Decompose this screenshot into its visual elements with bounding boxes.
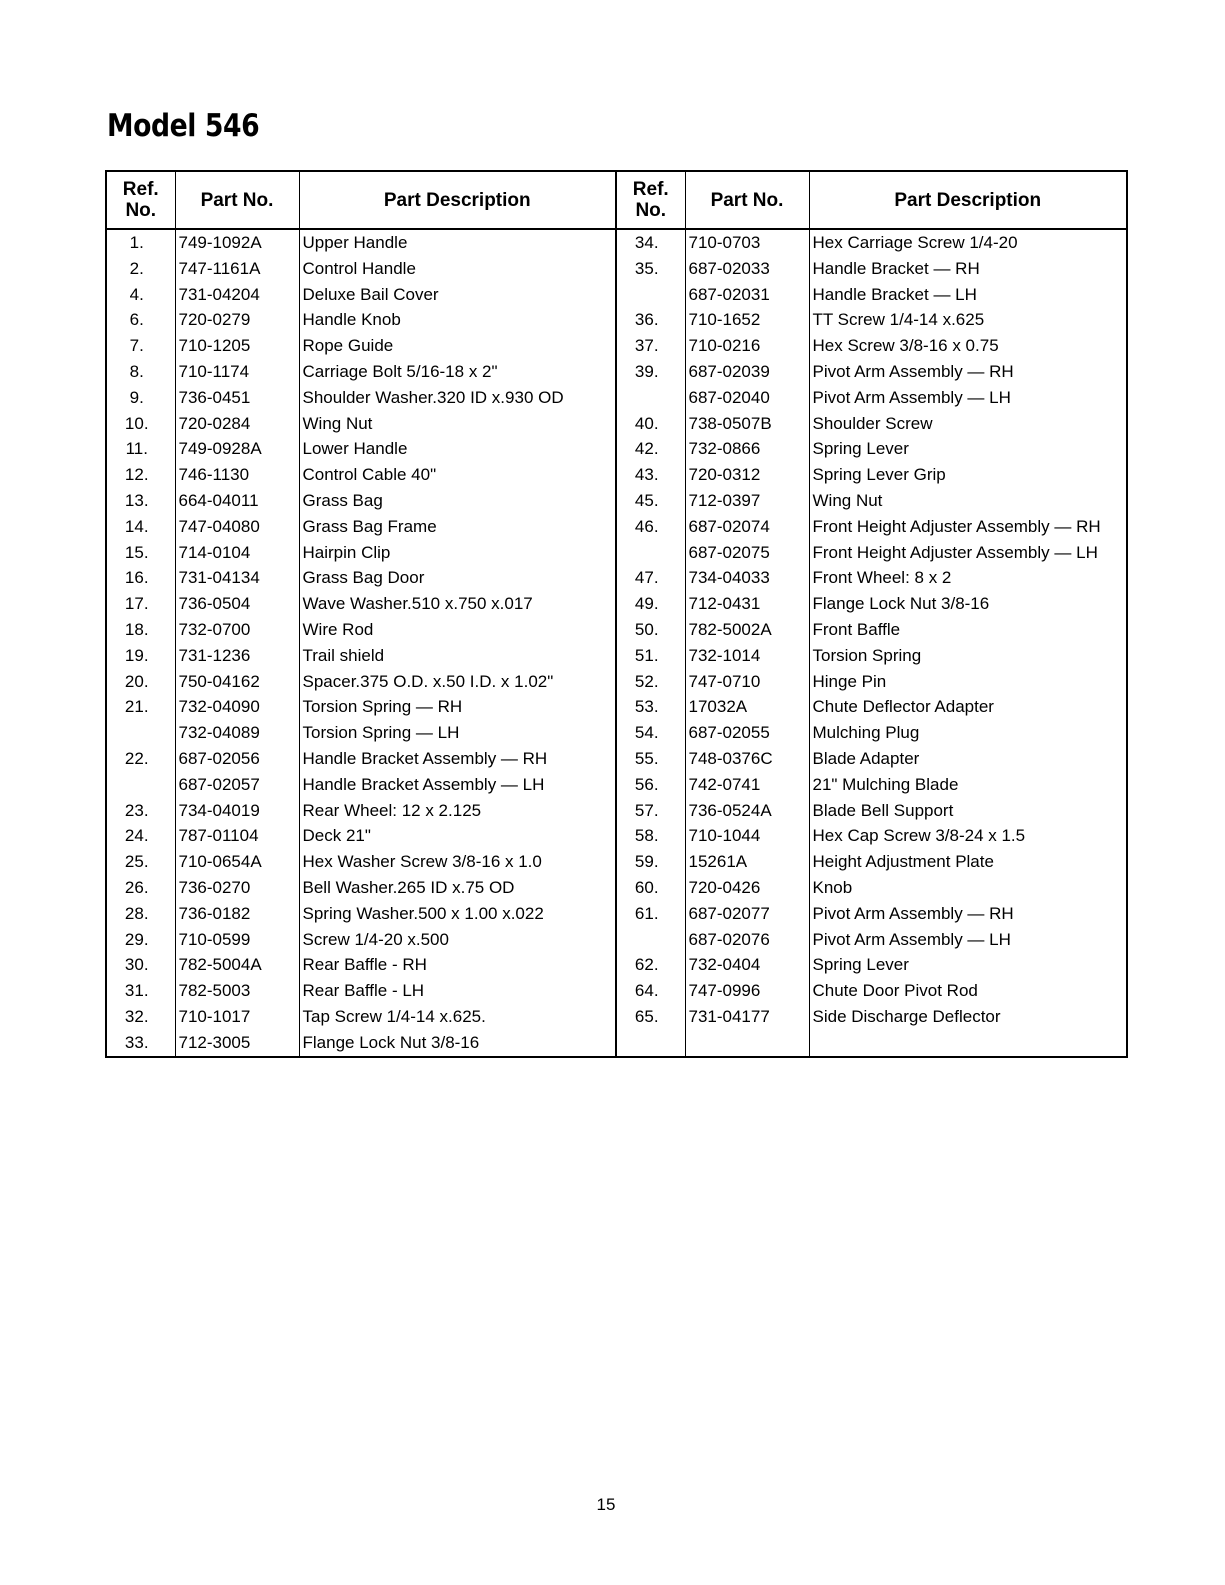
part-no-cell: 687-02057: [175, 772, 299, 798]
table-row: [106, 307, 1127, 333]
parts-table-body: [106, 229, 1127, 1057]
part-no-cell: 731-04134: [175, 565, 299, 591]
ref-no-cell: 60.: [616, 875, 685, 901]
ref-no-cell: 37.: [616, 333, 685, 359]
part-no-cell: 747-0996: [685, 978, 809, 1004]
part-no-cell: 687-02033: [685, 256, 809, 282]
part-no-cell: 720-0284: [175, 411, 299, 437]
part-description-cell: Handle Bracket Assembly — RH: [299, 746, 616, 772]
part-description-cell: Bell Washer.265 ID x.75 OD: [299, 875, 616, 901]
part-no-header-right: Part No.: [685, 171, 809, 229]
ref-no-cell: 54.: [616, 720, 685, 746]
ref-no-cell: 32.: [106, 1004, 175, 1030]
part-description-cell: Flange Lock Nut 3/8-16: [299, 1030, 616, 1057]
part-no-cell: 732-04089: [175, 720, 299, 746]
ref-no-cell: 4.: [106, 282, 175, 308]
part-no-cell: 732-0700: [175, 617, 299, 643]
part-description-cell: Rear Wheel: 12 x 2.125: [299, 798, 616, 824]
part-description-cell: Upper Handle: [299, 229, 616, 256]
table-row: [106, 1030, 1127, 1057]
part-description-cell: [809, 1030, 1127, 1057]
ref-no-cell: 40.: [616, 411, 685, 437]
part-description-cell: Wing Nut: [299, 411, 616, 437]
part-no-cell: 664-04011: [175, 488, 299, 514]
ref-no-cell: 58.: [616, 823, 685, 849]
part-no-cell: 732-1014: [685, 643, 809, 669]
ref-no-cell: 16.: [106, 565, 175, 591]
part-description-cell: Shoulder Washer.320 ID x.930 OD: [299, 385, 616, 411]
ref-no-cell: 28.: [106, 901, 175, 927]
ref-no-cell: 21.: [106, 694, 175, 720]
part-description-cell: Handle Bracket — LH: [812, 284, 977, 304]
ref-no-cell: 10.: [106, 411, 175, 437]
part-no-cell: 720-0279: [175, 307, 299, 333]
part-description-cell: Trail shield: [299, 643, 616, 669]
part-description-cell: Deluxe Bail Cover: [299, 282, 616, 308]
part-no-cell: 714-0104: [175, 540, 299, 566]
part-description-cell: Deck 21": [299, 823, 616, 849]
part-description-cell: Screw 1/4-20 x.500: [299, 927, 616, 953]
part-description-cell: Height Adjustment Plate: [812, 852, 994, 872]
table-row: [106, 411, 1127, 437]
part-no-cell: 687-02077: [685, 901, 809, 927]
part-no-cell: 731-04177: [685, 1004, 809, 1030]
ref-no-cell: 45.: [616, 488, 685, 514]
part-no-cell: 747-1161A: [175, 256, 299, 282]
part-description-cell: Wave Washer.510 x.750 x.017: [299, 591, 616, 617]
ref-no-cell: 55.: [616, 746, 685, 772]
part-no-cell: 710-1017: [175, 1004, 299, 1030]
part-no-cell: 712-0431: [685, 591, 809, 617]
part-description-cell: Chute Door Pivot Rod: [812, 981, 978, 1001]
table-row: [106, 229, 1127, 256]
part-no-cell: 747-0710: [685, 669, 809, 695]
part-no-cell: 748-0376C: [685, 746, 809, 772]
part-no-cell: 742-0741: [685, 772, 809, 798]
part-description-cell: Spring Lever: [812, 439, 909, 459]
part-no-cell: 736-0524A: [685, 798, 809, 824]
part-description-cell: Wing Nut: [812, 490, 883, 510]
parts-list-table: [105, 170, 1128, 1058]
table-row: [106, 720, 1127, 746]
part-no-cell: 710-1174: [175, 359, 299, 385]
table-row: [106, 359, 1127, 385]
part-description-cell: Front Height Adjuster Assembly — RH: [812, 516, 1101, 536]
part-no-cell: 720-0426: [685, 875, 809, 901]
ref-no-cell: 51.: [616, 643, 685, 669]
ref-no-cell: 64.: [616, 978, 685, 1004]
page-number: 15: [596, 1495, 616, 1514]
ref-no-cell: 61.: [616, 901, 685, 927]
ref-no-cell: 9.: [106, 385, 175, 411]
part-no-cell: 712-0397: [685, 488, 809, 514]
part-description-cell: Grass Bag: [299, 488, 616, 514]
table-row: [106, 1004, 1127, 1030]
table-row: [106, 643, 1127, 669]
part-no-cell: 782-5002A: [685, 617, 809, 643]
part-no-cell: 732-04090: [175, 694, 299, 720]
ref-no-cell: 25.: [106, 849, 175, 875]
part-no-cell: 731-04204: [175, 282, 299, 308]
table-row: [106, 282, 1127, 308]
part-description-cell: Spring Lever: [812, 955, 909, 975]
ref-no-cell: 6.: [106, 307, 175, 333]
ref-no-cell: 13.: [106, 488, 175, 514]
part-description-cell: Knob: [812, 877, 853, 897]
ref-no-cell: 59.: [616, 849, 685, 875]
ref-no-cell: 56.: [616, 772, 685, 798]
part-description-cell: Front Height Adjuster Assembly — LH: [812, 542, 1098, 562]
part-description-cell: Control Handle: [299, 256, 616, 282]
part-no-header: Part No.: [175, 171, 299, 229]
part-no-cell: 710-1205: [175, 333, 299, 359]
part-no-cell: 15261A: [685, 849, 809, 875]
table-row: [106, 385, 1127, 411]
ref-no-cell: 35.: [616, 256, 685, 282]
part-description-cell: Pivot Arm Assembly — LH: [812, 387, 1011, 407]
part-description-cell: 21" Mulching Blade: [812, 774, 959, 794]
ref-no-header-right: [616, 171, 685, 229]
table-row: [106, 617, 1127, 643]
table-row: [106, 333, 1127, 359]
part-no-cell: 738-0507B: [685, 411, 809, 437]
ref-no-cell: 23.: [106, 798, 175, 824]
ref-no-cell: 22.: [106, 746, 175, 772]
part-description-cell: Shoulder Screw: [812, 413, 933, 433]
ref-no-cell: [106, 720, 175, 746]
part-no-cell: 687-02074: [685, 514, 809, 540]
part-no-cell: 732-0404: [685, 952, 809, 978]
part-no-cell: 687-02056: [175, 746, 299, 772]
part-description-cell: Blade Adapter: [812, 748, 920, 768]
part-description-cell: Rear Baffle - LH: [299, 978, 616, 1004]
part-description-cell: Side Discharge Deflector: [812, 1006, 1001, 1026]
ref-no-cell: 47.: [616, 565, 685, 591]
ref-no-cell: 50.: [616, 617, 685, 643]
ref-no-cell: 46.: [616, 514, 685, 540]
ref-no-cell: 18.: [106, 617, 175, 643]
part-description-cell: Torsion Spring — RH: [299, 694, 616, 720]
part-description-cell: Chute Deflector Adapter: [812, 697, 994, 717]
ref-no-cell: [616, 282, 685, 308]
table-row: [106, 798, 1127, 824]
part-no-cell: 736-0451: [175, 385, 299, 411]
part-no-cell: 731-1236: [175, 643, 299, 669]
part-description-cell: Pivot Arm Assembly — RH: [812, 361, 1014, 381]
part-description-cell: Hex Carriage Screw 1/4-20: [812, 233, 1018, 252]
part-description-header-right: Part Description: [809, 171, 1127, 229]
ref-no-cell: 65.: [616, 1004, 685, 1030]
part-description-cell: Handle Bracket — RH: [812, 258, 980, 278]
ref-no-cell: [616, 1030, 685, 1057]
part-description-cell: Pivot Arm Assembly — LH: [812, 929, 1011, 949]
part-no-cell: 747-04080: [175, 514, 299, 540]
table-row: [106, 927, 1127, 953]
part-description-cell: Grass Bag Frame: [299, 514, 616, 540]
ref-header-line2: No.: [125, 200, 157, 221]
page-title: Model 546: [107, 108, 260, 144]
ref-no-cell: 17.: [106, 591, 175, 617]
part-description-cell: Handle Bracket Assembly — LH: [299, 772, 616, 798]
table-row: [106, 772, 1127, 798]
ref-no-cell: [106, 772, 175, 798]
ref-no-cell: 8.: [106, 359, 175, 385]
part-description-cell: Spring Washer.500 x 1.00 x.022: [299, 901, 616, 927]
part-no-cell: 736-0504: [175, 591, 299, 617]
ref-no-cell: 11.: [106, 436, 175, 462]
part-no-cell: 750-04162: [175, 669, 299, 695]
ref-no-cell: 12.: [106, 462, 175, 488]
ref-header-line1: Ref.: [122, 179, 159, 200]
ref-no-cell: 39.: [616, 359, 685, 385]
part-description-cell: Hex Washer Screw 3/8-16 x 1.0: [299, 849, 616, 875]
part-no-cell: 17032A: [685, 694, 809, 720]
ref-no-cell: 26.: [106, 875, 175, 901]
part-description-cell: Torsion Spring: [812, 645, 922, 665]
part-description-cell: Control Cable 40": [299, 462, 616, 488]
part-no-cell: 687-02075: [685, 540, 809, 566]
ref-no-cell: 33.: [106, 1030, 175, 1057]
part-no-cell: 710-1044: [685, 823, 809, 849]
ref-header-line1: Ref.: [632, 179, 669, 200]
table-row: [106, 256, 1127, 282]
part-no-cell: 687-02040: [685, 385, 809, 411]
table-row: [106, 694, 1127, 720]
part-description-cell: Handle Knob: [299, 307, 616, 333]
ref-no-cell: 1.: [106, 229, 175, 256]
ref-no-cell: 14.: [106, 514, 175, 540]
part-description-cell: Rear Baffle - RH: [299, 952, 616, 978]
part-description-cell: Pivot Arm Assembly — RH: [812, 903, 1014, 923]
ref-header-line2: No.: [635, 200, 667, 221]
ref-no-cell: 43.: [616, 462, 685, 488]
ref-no-cell: [616, 927, 685, 953]
part-no-cell: 710-0703: [685, 229, 809, 256]
part-description-cell: Front Wheel: 8 x 2: [812, 568, 952, 588]
ref-no-cell: [616, 540, 685, 566]
table-row: [106, 540, 1127, 566]
part-description-cell: Grass Bag Door: [299, 565, 616, 591]
part-description-cell: TT Screw 1/4-14 x.625: [812, 310, 985, 330]
ref-no-cell: 24.: [106, 823, 175, 849]
part-no-cell: 736-0182: [175, 901, 299, 927]
ref-no-cell: 2.: [106, 256, 175, 282]
ref-no-cell: 52.: [616, 669, 685, 695]
part-no-cell: 734-04033: [685, 565, 809, 591]
part-no-cell: 782-5004A: [175, 952, 299, 978]
ref-no-cell: 31.: [106, 978, 175, 1004]
ref-no-cell: 20.: [106, 669, 175, 695]
part-no-cell: 732-0866: [685, 436, 809, 462]
ref-no-cell: 30.: [106, 952, 175, 978]
table-row: [106, 978, 1127, 1004]
part-no-cell: 687-02076: [685, 927, 809, 953]
part-no-cell: 710-1652: [685, 307, 809, 333]
table-row: [106, 669, 1127, 695]
part-description-cell: Mulching Plug: [812, 723, 920, 743]
part-no-cell: 749-1092A: [175, 229, 299, 256]
part-description-cell: Tap Screw 1/4-14 x.625.: [299, 1004, 616, 1030]
part-description-cell: Hex Screw 3/8-16 x 0.75: [812, 336, 999, 356]
ref-no-cell: 36.: [616, 307, 685, 333]
part-description-cell: Lower Handle: [299, 436, 616, 462]
part-description-cell: Hinge Pin: [812, 671, 887, 691]
table-row: [106, 849, 1127, 875]
part-no-cell: 746-1130: [175, 462, 299, 488]
part-description-cell: Hex Cap Screw 3/8-24 x 1.5: [812, 826, 1026, 846]
ref-no-cell: 19.: [106, 643, 175, 669]
part-no-cell: 710-0654A: [175, 849, 299, 875]
part-no-cell: 736-0270: [175, 875, 299, 901]
table-row: [106, 462, 1127, 488]
part-no-cell: 749-0928A: [175, 436, 299, 462]
ref-no-cell: 7.: [106, 333, 175, 359]
part-no-cell: 712-3005: [175, 1030, 299, 1057]
part-description-cell: Spacer.375 O.D. x.50 I.D. x 1.02": [299, 669, 616, 695]
part-no-cell: 710-0216: [685, 333, 809, 359]
table-row: [106, 514, 1127, 540]
part-no-cell: 687-02031: [685, 282, 809, 308]
table-row: [106, 952, 1127, 978]
part-no-cell: [685, 1030, 809, 1057]
part-no-cell: 687-02055: [685, 720, 809, 746]
part-no-cell: 720-0312: [685, 462, 809, 488]
table-row: [106, 823, 1127, 849]
part-description-cell: Flange Lock Nut 3/8-16: [812, 594, 990, 614]
table-row: [106, 746, 1127, 772]
part-description-cell: Hairpin Clip: [299, 540, 616, 566]
part-description-cell: Torsion Spring — LH: [299, 720, 616, 746]
ref-no-cell: [616, 385, 685, 411]
ref-no-cell: 57.: [616, 798, 685, 824]
table-row: [106, 901, 1127, 927]
ref-no-cell: 15.: [106, 540, 175, 566]
ref-no-cell: 42.: [616, 436, 685, 462]
part-description-cell: Blade Bell Support: [812, 800, 954, 820]
table-row: [106, 488, 1127, 514]
part-description-cell: Wire Rod: [299, 617, 616, 643]
part-no-cell: 787-01104: [175, 823, 299, 849]
ref-no-cell: 53.: [616, 694, 685, 720]
part-no-cell: 734-04019: [175, 798, 299, 824]
table-row: [106, 875, 1127, 901]
part-no-cell: 687-02039: [685, 359, 809, 385]
ref-no-header: [106, 171, 175, 229]
table-row: [106, 436, 1127, 462]
ref-no-cell: 34.: [616, 229, 685, 256]
part-description-cell: Carriage Bolt 5/16-18 x 2": [299, 359, 616, 385]
part-no-cell: 782-5003: [175, 978, 299, 1004]
ref-no-cell: 29.: [106, 927, 175, 953]
ref-no-cell: 49.: [616, 591, 685, 617]
ref-no-cell: 62.: [616, 952, 685, 978]
part-description-cell: Front Baffle: [812, 619, 901, 639]
table-row: [106, 591, 1127, 617]
table-header-row: [106, 171, 1127, 229]
part-description-header: Part Description: [299, 171, 616, 229]
part-description-cell: Spring Lever Grip: [812, 465, 946, 485]
part-no-cell: 710-0599: [175, 927, 299, 953]
part-description-cell: Rope Guide: [299, 333, 616, 359]
table-row: [106, 565, 1127, 591]
